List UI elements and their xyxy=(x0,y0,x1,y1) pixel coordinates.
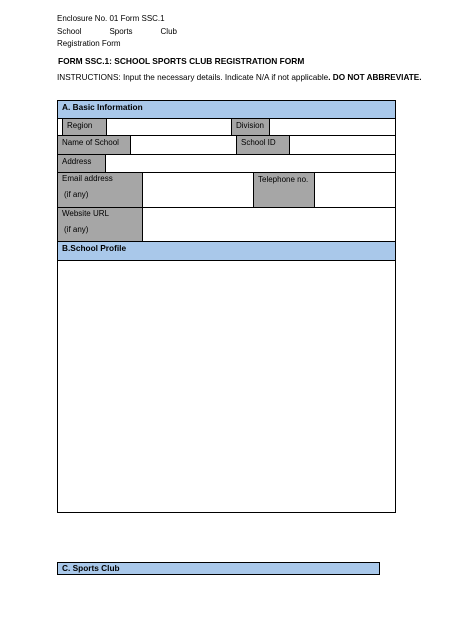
header-line-2 xyxy=(57,27,177,37)
email-label xyxy=(57,172,143,208)
section-b-title: B.School Profile xyxy=(62,243,127,253)
section-c-header xyxy=(57,562,380,575)
telephone-label xyxy=(253,172,315,208)
school-id-field[interactable] xyxy=(289,135,396,155)
website-hint: (if any) xyxy=(64,225,89,234)
header-word-sports: Sports xyxy=(109,27,133,36)
division-label xyxy=(231,118,270,136)
section-a-title: A. Basic Information xyxy=(62,102,143,112)
telephone-label-text: Telephone no. xyxy=(258,175,309,184)
header-word-club: Club xyxy=(160,27,177,36)
region-label-text: Region xyxy=(67,121,93,130)
enclosure-line: Enclosure No. 01 Form SSC.1 xyxy=(57,14,165,23)
website-label-text: Website URL xyxy=(62,209,109,218)
section-a-header xyxy=(57,100,396,119)
school-id-label xyxy=(236,135,290,155)
name-of-school-label xyxy=(57,135,131,155)
region-field[interactable] xyxy=(106,118,232,136)
address-label-text: Address xyxy=(62,157,92,166)
division-field[interactable] xyxy=(269,118,396,136)
instructions-emphasis: . DO NOT ABBREVIATE. xyxy=(328,73,422,82)
email-hint: (if any) xyxy=(64,190,89,199)
email-label-text: Email address xyxy=(62,174,113,183)
school-id-label-text: School ID xyxy=(241,138,276,147)
address-label xyxy=(57,154,106,173)
email-field[interactable] xyxy=(142,172,254,208)
section-c-title: C. Sports Club xyxy=(62,563,120,573)
region-label xyxy=(62,118,107,136)
school-profile-area[interactable] xyxy=(57,260,396,513)
website-field[interactable] xyxy=(142,207,396,242)
division-label-text: Division xyxy=(236,121,265,130)
name-of-school-field[interactable] xyxy=(130,135,237,155)
header-word-school: School xyxy=(57,27,82,36)
telephone-field[interactable] xyxy=(314,172,396,208)
instructions-text: INSTRUCTIONS: Input the necessary details. Indicate N/A if not applicable xyxy=(57,73,329,82)
instructions xyxy=(57,73,421,82)
header-line-3: Registration Form xyxy=(57,39,121,48)
form-title: FORM SSC.1: SCHOOL SPORTS CLUB REGISTRATION FORM xyxy=(58,56,305,66)
name-of-school-label-text: Name of School xyxy=(62,138,119,147)
website-label xyxy=(57,207,143,242)
section-b-header xyxy=(57,241,396,261)
address-field[interactable] xyxy=(105,154,396,173)
